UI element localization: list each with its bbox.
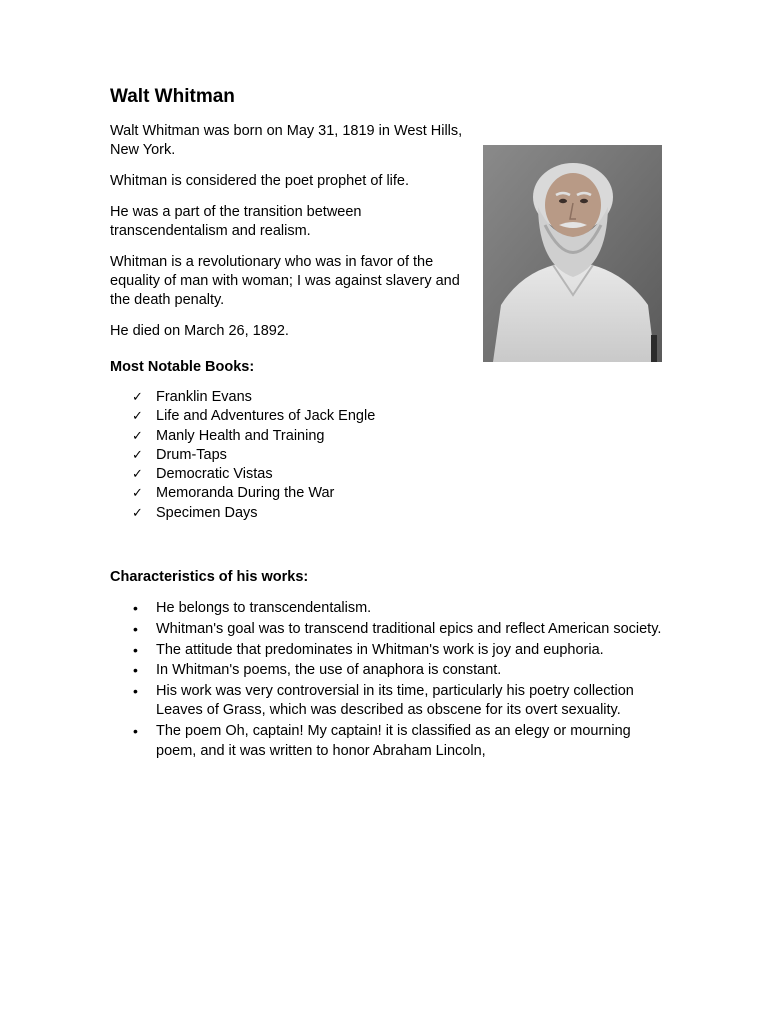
checkmark-icon: ✓	[132, 409, 143, 425]
books-list	[132, 388, 375, 523]
book-title: Life and Adventures of Jack Engle	[156, 408, 376, 425]
book-title: Drum-Taps	[156, 446, 227, 463]
characteristics-list	[132, 599, 662, 762]
book-title: Memoranda During the War	[156, 485, 335, 502]
characteristic-text: The attitude that predominates in Whitman's work is joy and euphoria.	[156, 641, 604, 658]
list-item	[132, 484, 375, 503]
intro-section	[110, 122, 470, 353]
list-item	[132, 427, 375, 446]
bullet-icon: •	[133, 662, 138, 679]
list-item	[132, 661, 662, 680]
list-item	[132, 682, 662, 721]
bullet-icon: •	[133, 620, 138, 637]
books-heading: Most Notable Books:	[110, 359, 255, 375]
bullet-icon: •	[133, 600, 138, 616]
list-item	[132, 641, 662, 660]
book-title: Manly Health and Training	[156, 427, 325, 444]
checkmark-icon: ✓	[132, 447, 143, 463]
characteristics-heading: Characteristics of his works:	[110, 569, 309, 585]
intro-paragraph: Walt Whitman was born on May 31, 1819 in West Hills, New York.	[110, 123, 463, 158]
checkmark-icon: ✓	[132, 467, 143, 483]
characteristic-text: Whitman's goal was to transcend traditional epics and reflect American society.	[156, 620, 662, 637]
list-item	[132, 388, 375, 407]
intro-paragraph: He died on March 26, 1892.	[110, 323, 289, 339]
intro-paragraph: Whitman is a revolutionary who was in favor of the equality of man with woman; I was against slavery and the death penalty.	[110, 254, 460, 308]
portrait-photo	[483, 145, 662, 362]
checkmark-icon: ✓	[132, 428, 143, 444]
checkmark-icon: ✓	[132, 505, 143, 521]
list-item	[132, 620, 662, 639]
bullet-icon: •	[133, 641, 138, 658]
list-item	[132, 446, 375, 465]
book-title: Democratic Vistas	[156, 466, 273, 483]
bullet-icon: •	[133, 723, 138, 740]
intro-paragraph: Whitman is considered the poet prophet of life.	[110, 173, 410, 189]
list-item	[132, 407, 375, 426]
characteristic-text: In Whitman's poems, the use of anaphora is constant.	[156, 662, 502, 679]
page-title: Walt Whitman	[110, 86, 235, 107]
book-title: Specimen Days	[156, 504, 258, 521]
intro-paragraph: He was a part of the transition between transcendentalism and realism.	[110, 204, 362, 239]
list-item	[132, 599, 662, 618]
characteristic-text: His work was very controversial in its time, particularly his poetry collection Leaves of Grass, which was described as obscene for its overt sexuality.	[156, 683, 634, 719]
list-item	[132, 504, 375, 523]
characteristic-text: He belongs to transcendentalism.	[156, 600, 372, 616]
list-item	[132, 722, 662, 761]
list-item	[132, 465, 375, 484]
checkmark-icon: ✓	[132, 390, 143, 405]
book-title: Franklin Evans	[156, 389, 252, 405]
characteristic-text: The poem Oh, captain! My captain! it is classified as an elegy or mourning poem, and it was written to honor Abraham Lincoln,	[156, 723, 631, 759]
bullet-icon: •	[133, 683, 138, 700]
checkmark-icon: ✓	[132, 486, 143, 502]
